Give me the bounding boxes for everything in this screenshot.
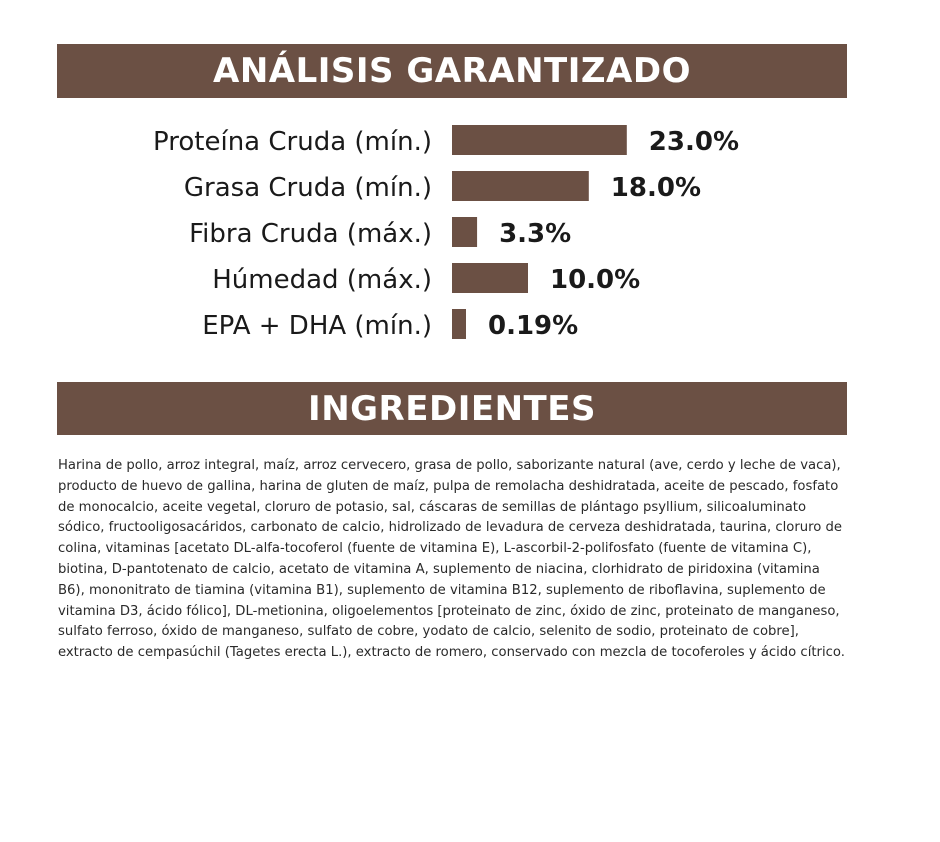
- value-label: 23.0%: [648, 127, 740, 157]
- category-label: Fibra Cruda (máx.): [189, 219, 432, 249]
- ingredients-title-banner: [57, 382, 847, 435]
- value-label: 18.0%: [610, 173, 702, 203]
- value-label: 0.19%: [488, 311, 579, 341]
- bar: [452, 309, 466, 339]
- guaranteed-analysis-chart: [0, 110, 940, 360]
- analysis-title-banner: [57, 44, 847, 98]
- ingredients-title: INGREDIENTES: [308, 388, 596, 429]
- bar: [452, 125, 627, 155]
- value-label: 3.3%: [499, 219, 572, 249]
- bar: [452, 171, 589, 201]
- category-label: EPA + DHA (mín.): [202, 311, 432, 341]
- ingredients-text: Harina de pollo, arroz integral, maíz, arroz cervecero, grasa de pollo, saborizante natural (ave, cerdo y leche de vaca), producto de huevo de gallina, harina de gluten de maíz, pulpa de remolacha deshidratada, aceite de pescado, fosfato de monocalcio, aceite vegetal, cloruro de potasio, sal, cáscaras de semillas de plántago psyllium, silicoaluminato sódico, fructooligosacáridos, carbonato de calcio, hidrolizado de levadura de cerveza deshidratada, taurina, cloruro de colina, vitaminas [acetato DL-alfa-tocoferol (fuente de vitamina E), L-ascorbil-2-polifosfato (fuente de vitamina C), biotina, D-pantotenato de calcio, acetato de vitamina A, suplemento de niacina, clorhidrato de piridoxina (vitamina B6), mononitrato de tiamina (vitamina B1), suplemento de vitamina B12, suplemento de riboflavina, suplemento de vitamina D3, ácido fólico], DL-metionina, oligoelementos [proteinato de zinc, óxido de zinc, proteinato de manganeso, sulfato ferroso, óxido de manganeso, sulfato de cobre, yodato de calcio, selenito de sodio, proteinato de cobre], extracto de cempasúchil (Tagetes erecta L.), extracto de romero, conservado con mezcla de tocoferoles y ácido cítrico.: [58, 458, 845, 661]
- bar: [452, 263, 528, 293]
- analysis-title: ANÁLISIS GARANTIZADO: [213, 51, 691, 91]
- bar: [452, 217, 477, 247]
- category-label: Húmedad (máx.): [212, 265, 432, 295]
- category-label: Proteína Cruda (mín.): [153, 127, 432, 157]
- category-label: Grasa Cruda (mín.): [183, 173, 432, 203]
- value-label: 10.0%: [550, 265, 641, 295]
- chart-svg: [0, 110, 940, 360]
